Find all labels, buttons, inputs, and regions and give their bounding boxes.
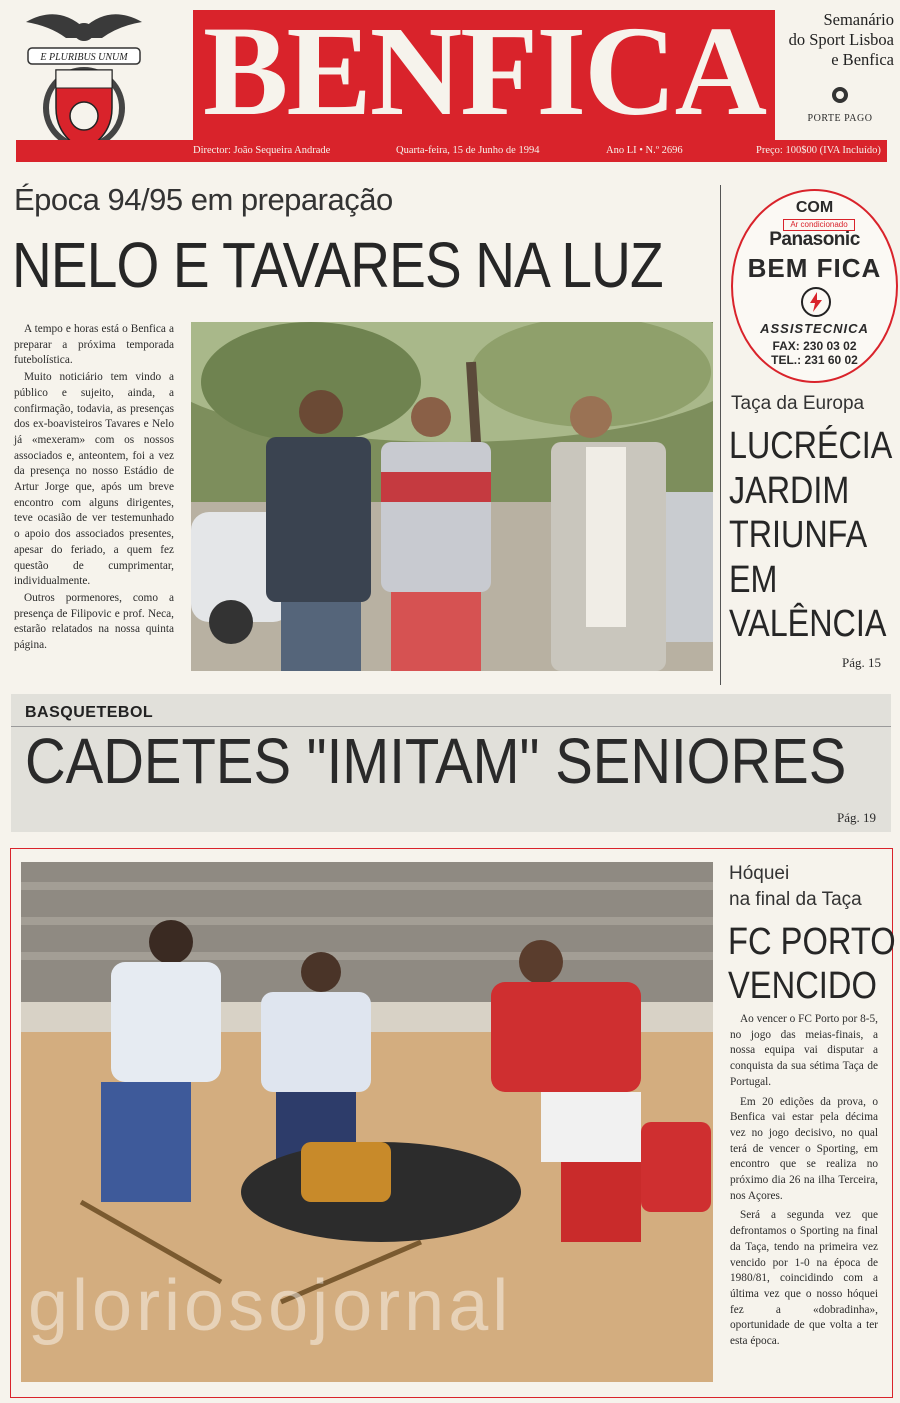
hockey-paragraph: Será a segunda vez que defrontamos o Sporting na final da Taça, tendo na primeira vez vencido por 1-0 na época de 1980/81, coincidindo com a última vez que o nosso hóquei fez a «dobradinha», oportunidade de que volta a ter esta época. (730, 1209, 878, 1348)
issue-number: Ano LI • N.º 2696 (606, 145, 683, 156)
side-page-ref: Pág. 15 (842, 655, 881, 670)
advert-slogan: BEM FICA (747, 253, 882, 283)
postal-emblem-icon (828, 84, 852, 106)
hockey-paragraph: Em 20 edições da prova, o Benfica vai estar pela décima vez no jogo decisivo, no qual terá de vencer o Sporting, em encontro que se realiza no próximo dia 26 na ilha Terceira, nos Açores. (730, 1095, 878, 1202)
masthead-tagline (784, 10, 894, 70)
banner-section-label: BASQUETEBOL (25, 704, 154, 721)
hockey-kicker-line: na final da Taça (729, 889, 862, 910)
advert-ar-condicionado: Ar condicionado (783, 219, 855, 231)
crest-motto: E PLURIBUS UNUM (40, 52, 128, 63)
advert-fax: FAX: 230 03 02 (772, 339, 857, 353)
basquetebol-banner (11, 694, 891, 832)
benfica-crest-logo (18, 4, 150, 154)
lead-article-body (14, 322, 174, 655)
side-headline-line: VALÊNCIA (729, 603, 887, 645)
panasonic-advert (731, 189, 898, 383)
advert-brand: Panasonic (769, 229, 860, 250)
banner-headline: CADETES "IMITAM" SENIORES (25, 725, 847, 797)
lead-paragraph: Muito noticiário tem vindo a público e sujeito, ainda, a confirmação, todavia, as presenças dos ex-boavisteiros Tavares e Nelo já «mexeram» com os nossos associados e, anteontem, foi a vez da presença no nosso Estádio de Artur Jorge que, após um breve encontro com alguns dirigentes, teve ocasião de ver testemunhado o apoio dos associados presentes, apesar do feriado, a quem fez questão de cumprimentar, individualmente. (14, 371, 174, 588)
tagline-line-2: do Sport Lisboa (788, 30, 894, 49)
porte-pago-label: PORTE PAGO (807, 113, 873, 124)
lead-paragraph: A tempo e horas está o Benfica a preparar a próxima temporada futebolística. (14, 323, 174, 367)
lead-headline: NELO E TAVARES NA LUZ (12, 229, 663, 301)
director-credit: Director: João Sequeira Andrade (193, 145, 331, 156)
tagline-line-1: Semanário (823, 10, 894, 29)
issue-price: Preço: 100$00 (IVA Incluído) (756, 145, 881, 156)
banner-page-ref: Pág. 19 (837, 810, 876, 825)
hockey-kicker-line: Hóquei (729, 863, 790, 884)
advert-company: ASSISTECNICA (760, 321, 869, 336)
lead-photo-players (191, 322, 713, 671)
masthead-title (193, 10, 775, 140)
tagline-line-3: e Benfica (831, 50, 894, 69)
side-headline-line: LUCRÉCIA (729, 425, 893, 467)
hockey-kicker (729, 861, 889, 913)
advert-tel: TEL.: 231 60 02 (771, 353, 858, 367)
advert-com: COM (795, 199, 834, 216)
hockey-headline (728, 920, 896, 1008)
lightning-bolt-icon (801, 287, 831, 317)
side-headline-line: EM (729, 558, 778, 601)
watermark: gloriosojornal (28, 1266, 513, 1346)
side-headline-line: TRIUNFA (729, 514, 868, 556)
issue-date: Quarta-feira, 15 de Junho de 1994 (396, 145, 540, 156)
side-headline-line: JARDIM (729, 469, 850, 512)
hockey-article-body (730, 1012, 878, 1354)
side-headline (729, 424, 893, 647)
lead-kicker: Época 94/95 em preparação (14, 182, 393, 217)
hockey-paragraph: Ao vencer o FC Porto por 8-5, no jogo das meias-finais, a nossa equipa vai disputar a conquista da sua sétima Taça de Portugal. (730, 1013, 878, 1088)
masthead-title-text: BENFICA (202, 10, 766, 140)
hockey-headline-line: VENCIDO (728, 965, 877, 1007)
side-kicker: Taça da Europa (731, 393, 865, 414)
masthead-info-bar (16, 140, 887, 162)
porte-pago-stamp (790, 84, 890, 124)
lead-paragraph: Outros pormenores, como a presença de Filipovic e prof. Neca, estarão relatados na nossa quinta página. (14, 591, 174, 652)
column-divider (720, 185, 721, 685)
hockey-headline-line: FC PORTO (728, 921, 896, 963)
